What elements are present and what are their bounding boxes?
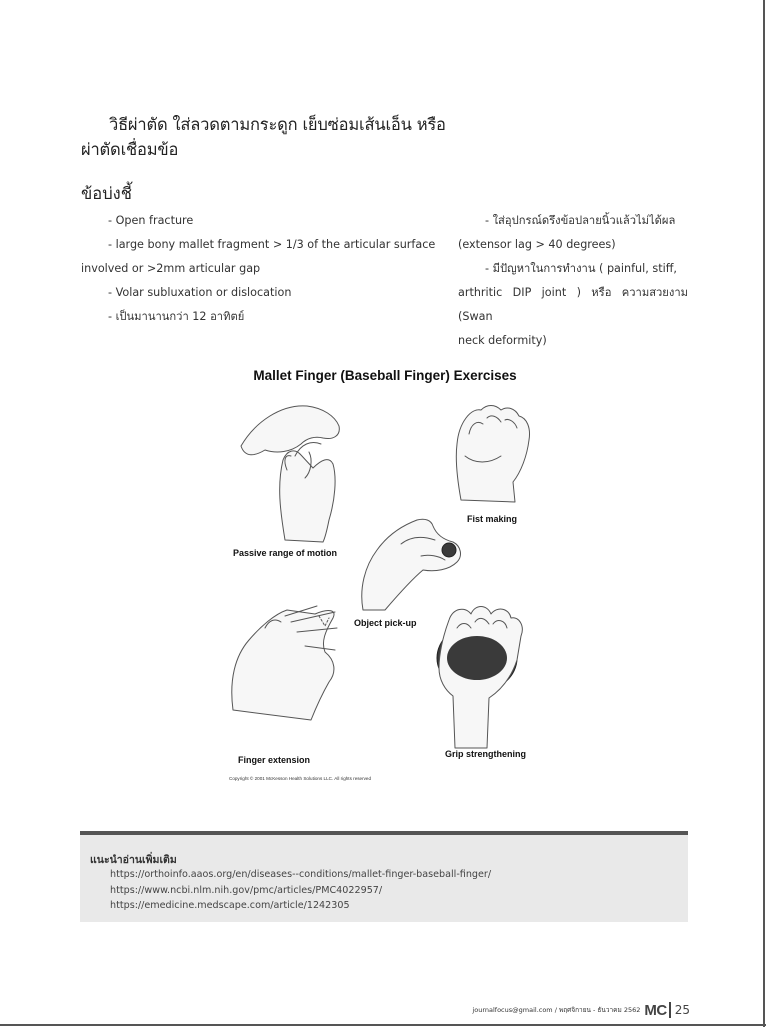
label-fist-making: Fist making bbox=[467, 514, 518, 524]
journal-logo: MC bbox=[644, 1001, 667, 1019]
reference-link[interactable]: https://orthoinfo.aaos.org/en/diseases--conditions/mallet-finger-baseball-finger/ bbox=[110, 869, 492, 880]
indication-item-continued: (extensor lag > 40 degrees) bbox=[458, 238, 616, 251]
label-finger-extension: Finger extension bbox=[238, 755, 311, 765]
figure-copyright: Copyright © 2001 McKesson Health Solutions LLC. All rights reserved bbox=[229, 776, 372, 781]
label-grip-strengthening: Grip strengthening bbox=[445, 749, 526, 759]
passive-motion-hand-illustration bbox=[241, 406, 339, 542]
indication-item: - Volar subluxation or dislocation bbox=[108, 286, 292, 299]
indications-right-column bbox=[458, 209, 688, 353]
grip-strengthening-hand-illustration bbox=[437, 607, 522, 749]
footer-separator bbox=[669, 1002, 671, 1018]
heading-line-1: วิธีผ่าตัด ใส่ลวดตามกระดูก เย็บซ่อมเส้นเอ็น หรือ bbox=[109, 115, 446, 134]
reference-link[interactable]: https://emedicine.medscape.com/article/1242305 bbox=[110, 900, 350, 911]
further-reading-links bbox=[110, 867, 491, 914]
page-edge-right bbox=[763, 0, 765, 1027]
indication-item-continued: neck deformity) bbox=[458, 334, 547, 347]
exercise-illustrations bbox=[225, 360, 545, 790]
indication-item-continued: arthritic DIP joint ) หรือ ความสวยงาม (Swan bbox=[458, 286, 688, 323]
indication-item: - large bony mallet fragment > 1/3 of the articular surface bbox=[108, 238, 436, 251]
indications-left-column bbox=[81, 209, 437, 329]
indication-item: - Open fracture bbox=[108, 214, 194, 227]
section-heading bbox=[81, 112, 461, 162]
further-reading-title: แนะนำอ่านเพิ่มเติม bbox=[90, 854, 177, 866]
footer-contact-issue: journalfocus@gmail.com / พฤศจิกายน - ธันวาคม 2562 bbox=[472, 1006, 641, 1014]
fist-making-hand-illustration bbox=[456, 406, 529, 503]
indication-item: - ใส่อุปกรณ์ดรึงข้อปลายนิ้วแล้วไม่ได้ผล bbox=[485, 214, 676, 227]
figure-title: Mallet Finger (Baseball Finger) Exercises bbox=[253, 368, 517, 383]
reference-link[interactable]: https://www.ncbi.nlm.nih.gov/pmc/articles/PMC4022957/ bbox=[110, 884, 383, 896]
exercise-figure bbox=[225, 360, 545, 790]
object-pickup-hand-illustration bbox=[362, 519, 461, 610]
page-footer bbox=[470, 1000, 690, 1020]
indications-title: ข้อบ่งชี้ bbox=[81, 184, 132, 203]
indication-item-continued: involved or >2mm articular gap bbox=[81, 262, 261, 275]
finger-extension-hand-illustration bbox=[232, 606, 337, 720]
label-passive-range-of-motion: Passive range of motion bbox=[233, 548, 338, 558]
indication-item: - เป็นมานานกว่า 12 อาทิตย์ bbox=[108, 310, 245, 323]
further-reading-box bbox=[80, 831, 688, 922]
page-number: 25 bbox=[674, 1003, 690, 1017]
label-object-pickup: Object pick-up bbox=[354, 618, 417, 628]
heading-line-2: ผ่าตัดเชื่อมข้อ bbox=[81, 140, 179, 159]
indication-item: - มีปัญหาในการทำงาน ( painful, stiff, bbox=[485, 262, 677, 275]
page-edge-bottom bbox=[0, 1024, 766, 1026]
